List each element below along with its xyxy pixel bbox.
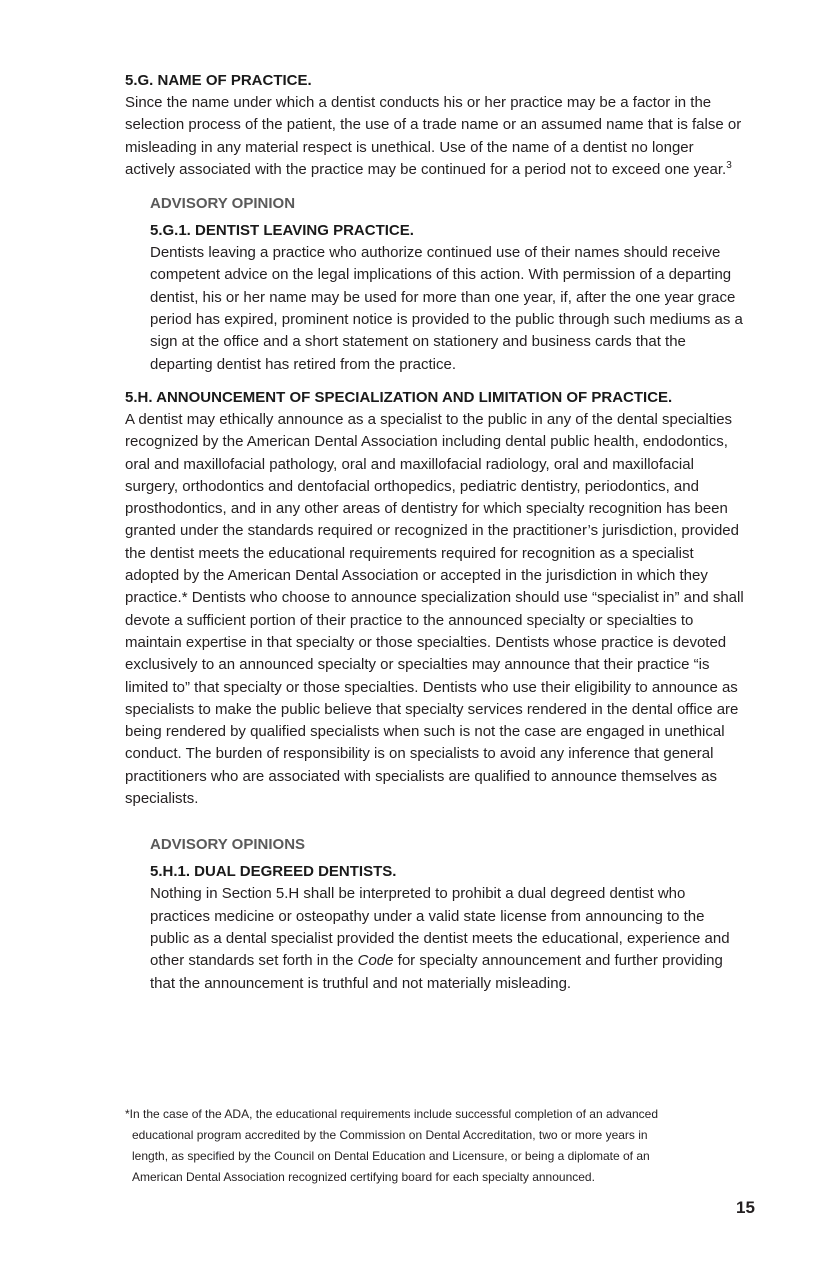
footnote-ref-3: 3 <box>726 159 732 171</box>
footnote-line-2: educational program accredited by the Commission on Dental Accreditation, two or more years in <box>132 1128 648 1142</box>
page-content <box>125 70 745 995</box>
opinion-5h1-code-italic: Code <box>357 952 394 970</box>
section-5h-heading: 5.H. ANNOUNCEMENT OF SPECIALIZATION AND LIMITATION OF PRACTICE. <box>125 388 673 406</box>
section-5g-heading: 5.G. NAME OF PRACTICE. <box>125 72 312 89</box>
opinion-5h1-text-a: Nothing in Section 5.H shall be interpreted to prohibit a dual degreed dentist who practices medicine or osteopathy under a valid state license from announcing to the public as a dental specialist provided the dentist meets the educational, experience and other standards set forth in the <box>150 885 730 970</box>
footnote-line-1: *In the case of the ADA, the educational requirements include successful completion of an advanced <box>125 1107 658 1121</box>
opinion-5h1-heading: 5.H.1. DUAL DEGREED DENTISTS. <box>150 863 397 881</box>
page-number: 15 <box>736 1198 755 1217</box>
advisory-opinions-label: ADVISORY OPINIONS <box>150 836 306 854</box>
opinion-5g1-text: Dentists leaving a practice who authorize continued use of their names should receive competent advice on the legal implications of this action. With permission of a departing dentist, his or her name may be used for more than one year, if, after the one year grace period has expired, prominent notice is provided to the public through such mediums as a sign at the office and a short statement on stationery and business cards that the departing dentist has retired from the practice. <box>150 244 743 373</box>
section-5h-text: A dentist may ethically announce as a specialist to the public in any of the dental specialties recognized by the American Dental Association including dental public health, endodontics, oral and maxillofacial pathology, oral and maxillofacial radiology, oral and maxillofacial surgery, orthodontics and dentofacial orthopedics, pediatric dentistry, periodontics, and prosthodontics, and in any other areas of dentistry for which specialty recognition has been granted under the standards required or recognized in the practitioner’s jurisdiction, provided the dentist meets the educational requirements required for recognition as a specialist adopted by the American Dental Association or accepted in the jurisdiction in which they practice.* Dentists who choose to announce specialization should use “specialist in” and shall devote a sufficient portion of their practice to the announced specialty or specialties to maintain expertise in that specialty or those specialties. Dentists whose practice is devoted exclusively to an announced specialty or specialties may announce that their practice “is limited to” that specialty or those specialties. Dentists who use their eligibility to announce as specialists to make the public believe that specialty services rendered in the dental office are being rendered by qualified specialists when such is not the case are engaged in unethical conduct. The burden of responsibility is on specialists to avoid any inference that general practitioners who are associated with specialists are qualified to announce themselves as specialists. <box>125 410 744 808</box>
advisory-opinion-label: ADVISORY OPINION <box>150 195 296 213</box>
footnote-line-3: length, as specified by the Council on Dental Education and Licensure, or being a diplomate of an <box>132 1149 650 1163</box>
opinion-5h1-text <box>150 883 745 994</box>
section-5g-body: Since the name under which a dentist conducts his or her practice may be a factor in the selection process of the patient, the use of a trade name or an assumed name that is false or misleading in any material respect is unethical. Use of the name of a dentist no longer actively associated with the practice may be continued for a period not to exceed one year. <box>125 94 742 178</box>
opinion-5g1-heading: 5.G.1. DENTIST LEAVING PRACTICE. <box>150 222 414 240</box>
section-5g-text <box>125 92 745 181</box>
footnote <box>125 1104 745 1188</box>
footnote-line-4: American Dental Association recognized certifying board for each specialty announced. <box>132 1170 595 1184</box>
opinion-5h1-text-b: for specialty announcement and further providing that the announcement is truthful and not materially misleading. <box>150 952 723 992</box>
